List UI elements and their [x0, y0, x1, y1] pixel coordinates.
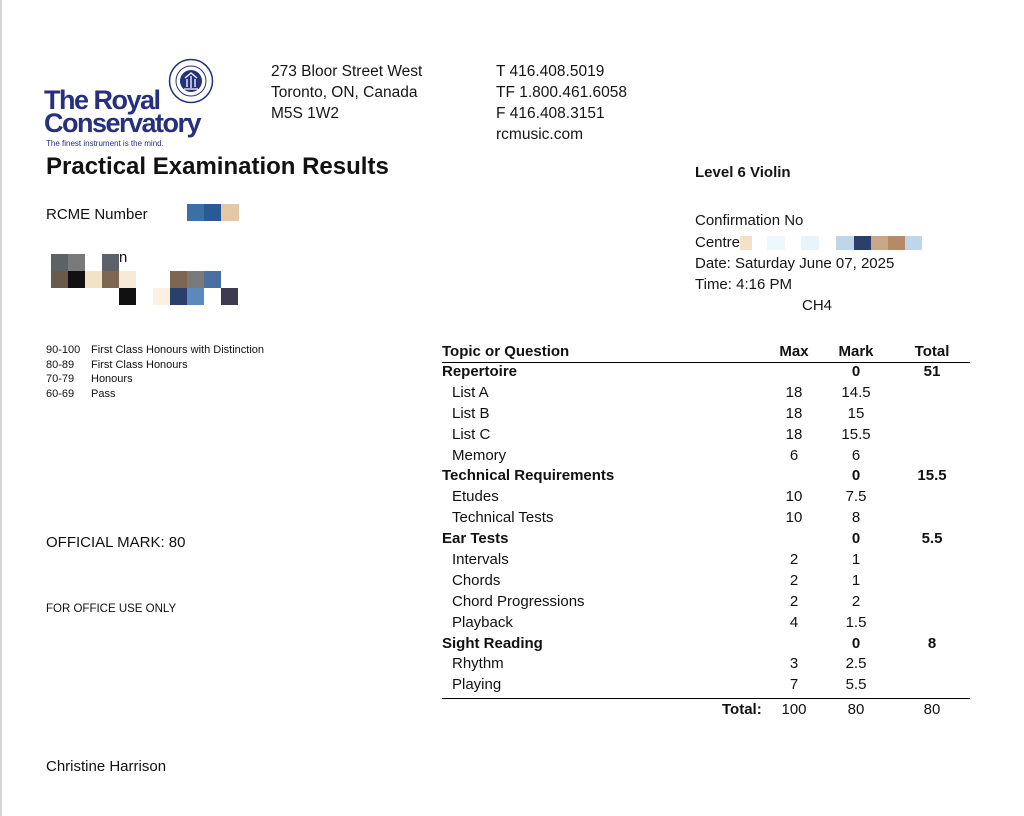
centre-label: Centre [695, 234, 741, 251]
row-label: Technical Tests [452, 509, 554, 527]
row-label: Technical Requirements [442, 467, 615, 485]
row-mark: 14.5 [841, 383, 871, 401]
row-mark: 1 [851, 571, 861, 589]
address-block [271, 61, 422, 124]
scale-range: 60-69 [46, 387, 75, 400]
scale-row [46, 358, 264, 373]
phone-line: T 416.408.5019 [496, 63, 605, 80]
row-mark: 5.5 [845, 676, 867, 694]
question-row [442, 488, 970, 509]
redaction-block [854, 236, 871, 250]
row-max: 18 [785, 404, 803, 422]
row-mark: 6 [851, 446, 861, 464]
total-mark: 80 [847, 701, 865, 719]
row-label: Ear Tests [442, 530, 509, 548]
address-line: 273 Bloor Street West [271, 63, 423, 80]
scale-row [46, 372, 264, 387]
question-row [442, 593, 970, 614]
page-title: Practical Examination Results [46, 153, 389, 180]
redaction-block [102, 254, 119, 271]
total-max: 100 [781, 701, 807, 719]
row-max: 10 [785, 488, 803, 506]
row-label: Memory [452, 446, 507, 464]
row-max: 18 [785, 383, 803, 401]
redaction-block [836, 236, 854, 250]
row-max: 7 [789, 676, 799, 694]
row-label: Playback [452, 613, 513, 631]
row-max: 2 [789, 592, 799, 610]
question-row [442, 676, 970, 697]
confirmation-label: Confirmation No [695, 212, 804, 226]
website-line: rcmusic.com [496, 126, 583, 143]
question-row [442, 384, 970, 405]
row-mark: 0 [851, 530, 861, 548]
scale-range: 70-79 [46, 373, 75, 385]
scale-label: First Class Honours [91, 358, 188, 371]
row-total: 15.5 [917, 467, 947, 485]
exam-level: Level 6 Violin [695, 164, 791, 181]
redaction-block [119, 271, 136, 288]
redaction-block [888, 236, 905, 250]
exam-room: CH4 [802, 297, 833, 314]
question-row [442, 655, 970, 676]
grading-scale [46, 343, 264, 401]
row-total: 8 [927, 634, 937, 652]
topic-row [442, 363, 970, 384]
scale-range: 90-100 [46, 344, 81, 356]
row-label: List C [452, 425, 491, 443]
organization-logo [44, 85, 201, 138]
address-line: Toronto, ON, Canada [271, 84, 418, 101]
header-total: Total [914, 343, 950, 360]
row-mark: 15.5 [841, 425, 871, 443]
row-mark: 0 [851, 467, 861, 485]
redaction-block [170, 271, 187, 288]
rcme-number-label: RCME Number [46, 206, 148, 223]
row-mark: 1 [851, 551, 861, 569]
exam-date: Date: Saturday June 07, 2025 [695, 255, 895, 272]
topic-row [442, 635, 970, 656]
row-mark: 0 [851, 363, 861, 380]
logo-line-2: Conservatory [44, 108, 201, 138]
redaction-block [170, 288, 187, 305]
question-row [442, 426, 970, 447]
row-label: Repertoire [442, 363, 518, 380]
redaction-block [51, 271, 68, 288]
redaction-block [153, 288, 170, 305]
scale-row [46, 343, 264, 358]
question-row [442, 509, 970, 530]
redaction-block [85, 271, 102, 288]
scale-row [46, 387, 264, 402]
redaction-block [102, 271, 119, 288]
redaction-block [905, 236, 922, 250]
redaction-block [801, 236, 819, 250]
row-mark: 1.5 [845, 613, 867, 631]
row-label: Chord Progressions [452, 592, 585, 610]
scale-label: Pass [91, 387, 116, 400]
total-label: Total: [722, 701, 762, 719]
row-label: Rhythm [452, 655, 504, 673]
tollfree-line: TF 1.800.461.6058 [496, 84, 627, 101]
row-label: List A [452, 383, 489, 401]
candidate-name-fragment: n [119, 249, 128, 266]
header-mark: Mark [838, 343, 874, 360]
row-max: 4 [789, 613, 799, 631]
office-use-label: FOR OFFICE USE ONLY [46, 603, 177, 615]
examiner-name: Christine Harrison [46, 758, 167, 775]
row-mark: 8 [851, 509, 861, 527]
scale-label: First Class Honours with Distinction [91, 344, 264, 356]
row-max: 2 [789, 551, 799, 569]
scale-label: Honours [91, 373, 133, 385]
row-label: Playing [452, 676, 502, 694]
row-max: 6 [789, 446, 799, 464]
row-label: Intervals [452, 551, 509, 569]
row-mark: 15 [847, 404, 865, 422]
row-label: Sight Reading [442, 634, 543, 652]
redaction-block [51, 254, 68, 271]
row-max: 10 [785, 509, 803, 527]
topic-row [442, 467, 970, 488]
redaction-block [221, 204, 239, 221]
row-total: 51 [923, 363, 941, 380]
row-total: 5.5 [921, 530, 943, 548]
question-row [442, 572, 970, 593]
fax-line: F 416.408.3151 [496, 105, 605, 122]
logo-line-1: The Royal [44, 85, 160, 115]
total-total: 80 [923, 701, 941, 719]
redaction-block [187, 204, 204, 221]
row-mark: 2 [851, 592, 861, 610]
logo-tagline: The finest instrument is the mind. [46, 139, 164, 148]
total-row [442, 699, 970, 721]
table-header [442, 343, 970, 363]
redaction-block [871, 236, 888, 250]
redaction-block [204, 204, 221, 221]
question-row [442, 447, 970, 468]
row-mark: 7.5 [845, 488, 867, 506]
row-label: Chords [452, 571, 501, 589]
redaction-block [68, 254, 85, 271]
row-label: List B [452, 404, 490, 422]
redaction-block [221, 288, 238, 305]
header-topic: Topic or Question [442, 343, 570, 360]
row-max: 2 [789, 571, 799, 589]
redaction-block [740, 236, 752, 250]
row-label: Etudes [452, 488, 499, 506]
question-row [442, 551, 970, 572]
official-mark: OFFICIAL MARK: 80 [46, 534, 186, 551]
scale-range: 80-89 [46, 358, 75, 371]
results-table [442, 343, 970, 721]
header-max: Max [779, 343, 809, 360]
topic-row [442, 530, 970, 551]
redaction-block [204, 271, 221, 288]
page-edge [0, 0, 2, 816]
question-row [442, 405, 970, 426]
redaction-block [187, 288, 204, 305]
row-max: 3 [789, 655, 799, 673]
contact-block [496, 61, 627, 145]
row-max: 18 [785, 425, 803, 443]
address-line: M5S 1W2 [271, 105, 340, 122]
exam-time: Time: 4:16 PM [695, 276, 792, 293]
question-row [442, 614, 970, 635]
row-mark: 2.5 [845, 655, 867, 673]
redaction-block [119, 288, 136, 305]
redaction-block [68, 271, 85, 288]
redaction-block [187, 271, 204, 288]
table-body [442, 363, 970, 697]
redaction-block [767, 236, 785, 250]
row-mark: 0 [851, 634, 861, 652]
